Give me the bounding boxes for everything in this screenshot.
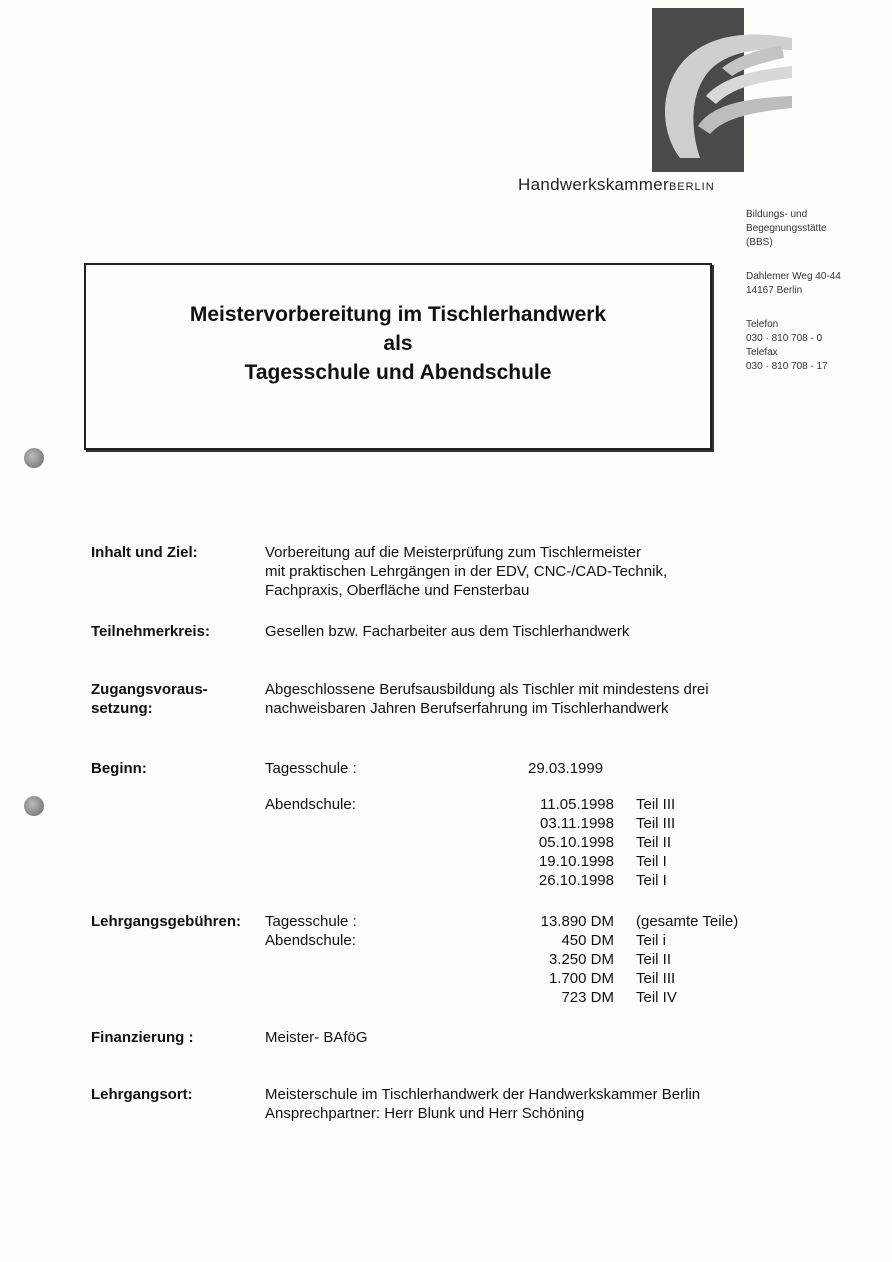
gebuehren-abend-label: Abendschule:	[265, 932, 356, 949]
teilnehmer-label: Teilnehmerkreis:	[91, 623, 210, 640]
zugang-label-line: setzung:	[91, 700, 153, 717]
inhalt-line: mit praktischen Lehrgängen in der EDV, CNC-/CAD-Technik,	[265, 563, 668, 580]
title-line-1: Meistervorbereitung im Tischlerhandwerk	[189, 303, 607, 326]
beginn-abend-parts	[636, 795, 675, 890]
gebuehren-tages-label: Tagesschule :	[265, 913, 357, 930]
fee-amount: 723 DM	[561, 989, 614, 1006]
beginn-label: Beginn:	[91, 760, 147, 777]
ort-label: Lehrgangsort:	[91, 1086, 193, 1103]
zugang-label	[91, 680, 208, 718]
zugang-line: Abgeschlossene Berufsausbildung als Tischler mit mindestens drei	[265, 681, 709, 698]
fax-number: 030 · 810 708 - 17	[746, 361, 828, 372]
fee-part: Teil IV	[636, 989, 677, 1006]
gebuehren-label: Lehrgangsgebühren:	[91, 913, 242, 930]
fee-part: (gesamte Teile)	[636, 913, 739, 930]
brand-main: Handwerkskammer	[518, 175, 669, 194]
title-line-2: als	[383, 332, 413, 355]
gebuehren-types	[265, 912, 357, 950]
abend-part: Teil I	[636, 853, 667, 870]
institution-block	[746, 208, 827, 250]
zugang-line: nachweisbaren Jahren Berufserfahrung im Tischlerhandwerk	[265, 700, 669, 717]
fee-amount: 13.890 DM	[540, 913, 614, 930]
inhalt-line: Fachpraxis, Oberfläche und Fensterbau	[265, 582, 530, 599]
institution-line: (BBS)	[746, 237, 773, 248]
ort-text	[265, 1085, 700, 1123]
abend-part: Teil III	[636, 815, 676, 832]
abend-date: 26.10.1998	[538, 872, 614, 889]
beginn-tages-label: Tagesschule :	[265, 760, 357, 777]
beginn-abend-label: Abendschule:	[265, 796, 356, 813]
abend-part: Teil III	[636, 796, 676, 813]
finanzierung-label: Finanzierung :	[91, 1029, 194, 1046]
title-box	[84, 263, 712, 450]
abend-date: 03.11.1998	[540, 815, 614, 832]
address-line: 14167 Berlin	[746, 285, 803, 296]
institution-line: Begegnungsstätte	[746, 223, 827, 234]
abend-part: Teil II	[636, 834, 672, 851]
inhalt-text	[265, 543, 667, 600]
punch-hole	[24, 448, 44, 468]
zugang-text	[265, 680, 709, 718]
teilnehmer-text: Gesellen bzw. Facharbeiter aus dem Tischlerhandwerk	[265, 623, 630, 640]
punch-hole	[24, 796, 44, 816]
beginn-tages-date: 29.03.1999	[528, 760, 604, 777]
abend-date: 05.10.1998	[538, 834, 614, 851]
fax-label: Telefax	[746, 347, 778, 358]
fee-amount: 450 DM	[561, 932, 614, 949]
fee-part: Teil II	[636, 951, 672, 968]
fee-part: Teil III	[636, 970, 676, 987]
gebuehren-amounts	[500, 912, 614, 1007]
abend-date: 19.10.1998	[538, 853, 614, 870]
phone-label: Telefon	[746, 319, 779, 330]
address-line: Dahlemer Weg 40-44	[746, 271, 841, 282]
finanzierung-text: Meister- BAföG	[265, 1029, 368, 1046]
address-block	[746, 270, 841, 298]
contact-block	[746, 318, 828, 374]
title-line-3: Tagesschule und Abendschule	[244, 361, 552, 384]
ort-line: Meisterschule im Tischlerhandwerk der Handwerkskammer Berlin	[265, 1086, 701, 1103]
fee-amount: 1.700 DM	[548, 970, 614, 987]
brand-sub: BERLIN	[668, 181, 715, 193]
fee-amount: 3.250 DM	[548, 951, 614, 968]
inhalt-label: Inhalt und Ziel:	[91, 544, 198, 561]
logo-swoosh-graphic	[652, 8, 792, 172]
hwk-logo	[652, 8, 744, 172]
abend-date: 11.05.1998	[540, 796, 614, 813]
inhalt-line: Vorbereitung auf die Meisterprüfung zum Tischlermeister	[265, 544, 642, 561]
zugang-label-line: Zugangsvoraus-	[91, 681, 208, 698]
fee-part: Teil i	[636, 932, 667, 949]
brand-name	[518, 175, 715, 195]
abend-part: Teil I	[636, 872, 667, 889]
ort-line: Ansprechpartner: Herr Blunk und Herr Schöning	[265, 1105, 585, 1122]
institution-line: Bildungs- und	[746, 209, 808, 220]
beginn-abend-dates	[500, 795, 614, 890]
gebuehren-parts	[636, 912, 738, 1007]
phone-number: 030 · 810 708 - 0	[746, 333, 823, 344]
